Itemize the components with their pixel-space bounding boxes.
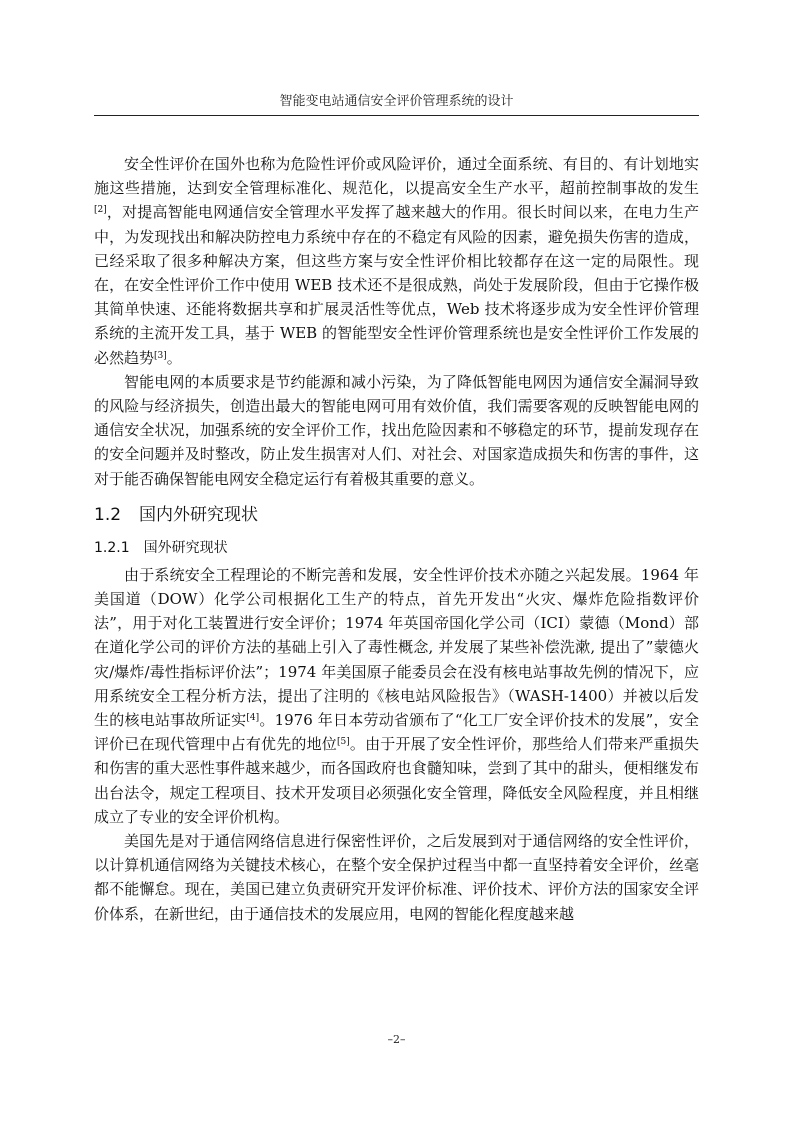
paragraph-3	[94, 563, 699, 829]
section-number: 1.2	[94, 504, 122, 525]
paragraph-1	[94, 152, 699, 370]
body-text	[94, 152, 699, 926]
paragraph-3-text-c: 。由于开展了安全性评价，那些给人们带来严重损失和伤害的重大恶性事件越来越少，而各国政府也食髓知味，尝到了其中的甜头，便相继发布出台法令，规定工程项目、技术开发项目必须强化安全管理，降低安全风险程度，并且相继成立了专业的安全评价机构。	[94, 735, 699, 826]
section-heading	[94, 504, 699, 526]
paragraph-1-text-c: 。	[166, 348, 182, 367]
subsection-title: 国外研究现状	[143, 539, 228, 556]
paragraph-2: 智能电网的本质要求是节约能源和减小污染，为了降低智能电网因为通信安全漏洞导致的风险与经济损失，创造出最大的智能电网可用有效价值，我们需要客观的反映智能电网的通信安全状况，加强系统的安全评价工作，找出危险因素和不够稳定的环节，提前发现存在的安全问题并及时整改，防止发生损害对人们、对社会、对国家造成损失和伤害的事件，这对于能否确保智能电网安全稳定运行有着极其重要的意义。	[94, 372, 699, 488]
citation-4[interactable]: [4]	[246, 713, 260, 724]
citation-5[interactable]: [5]	[336, 737, 350, 748]
citation-3[interactable]: [3]	[154, 350, 167, 361]
subsection-heading	[94, 538, 699, 558]
section-title: 国内外研究现状	[139, 504, 259, 525]
subsection-number: 1.2.1	[94, 539, 130, 556]
running-header: 智能变电站通信安全评价管理系统的设计	[279, 94, 514, 109]
paragraph-3-text-b: 。1976 年日本劳动省颁布了“化工厂安全评价技术的发展”，安全评价已在现代管理中占有优先的地位	[94, 711, 699, 754]
paragraph-1-text-a: 安全性评价在国外也称为危险性评价或风险评价，通过全面系统、有目的、有计划地实施这些措施，达到安全管理标准化、规范化，以提高安全生产水平，超前控制事故的发生	[94, 155, 699, 198]
paragraph-3-text-a: 由于系统安全工程理论的不断完善和发展，安全性评价技术亦随之兴起发展。1964 年美国道（DOW）化学公司根据化工生产的特点，首先开发出“火灾、爆炸危险指数评价法”，用于对化工装置进行安全评价；1974 年英国帝国化学公司（ICI）蒙德（Mond）部在道化学公司的评价方法的基础上引入了毒性概念, 并发展了某些补偿洗漱, 提出了”蒙德火灾/爆炸/毒性指标评价法”；1974 年美国原子能委员会在没有核电站事故先例的情况下，应用系统安全工程分析方法，提出了注明的《核电站风险报告》（WASH-1400）并被以后发生的核电站事故所证实	[94, 565, 699, 730]
header-divider	[94, 115, 699, 116]
paragraph-4: 美国先是对于通信网络信息进行保密性评价，之后发展到对于通信网络的安全性评价，以计算机通信网络为关键技术核心，在整个安全保护过程当中都一直坚持着安全评价，丝毫都不能懈怠。现在，美国已建立负责研究开发评价标准、评价技术、评价方法的国家安全评价体系，在新世纪，由于通信技术的发展应用，电网的智能化程度越来越	[94, 832, 699, 923]
paragraph-1-text-b: ，对提高智能电网通信安全管理水平发挥了越来越大的作用。很长时间以来，在电力生产中，为发现找出和解决防控电力系统中存在的不稳定有风险的因素，避免损失伤害的造成，已经采取了很多种解决方案，但这些方案与安全性评价相比较都存在这一定的局限性。现在，在安全性评价工作中使用 WEB 技术还不是很成熟，尚处于发展阶段，但由于它操作极其简单快速、还能将数据共享和扩展灵活性等优点，Web 技术将逐步成为安全性评价管理系统的主流开发工具，基于 WEB 的智能型安全性评价管理系统也是安全性评价工作发展的必然趋势	[94, 203, 699, 367]
page-number: –2–	[387, 1033, 406, 1046]
citation-2[interactable]: [2]	[94, 205, 107, 216]
